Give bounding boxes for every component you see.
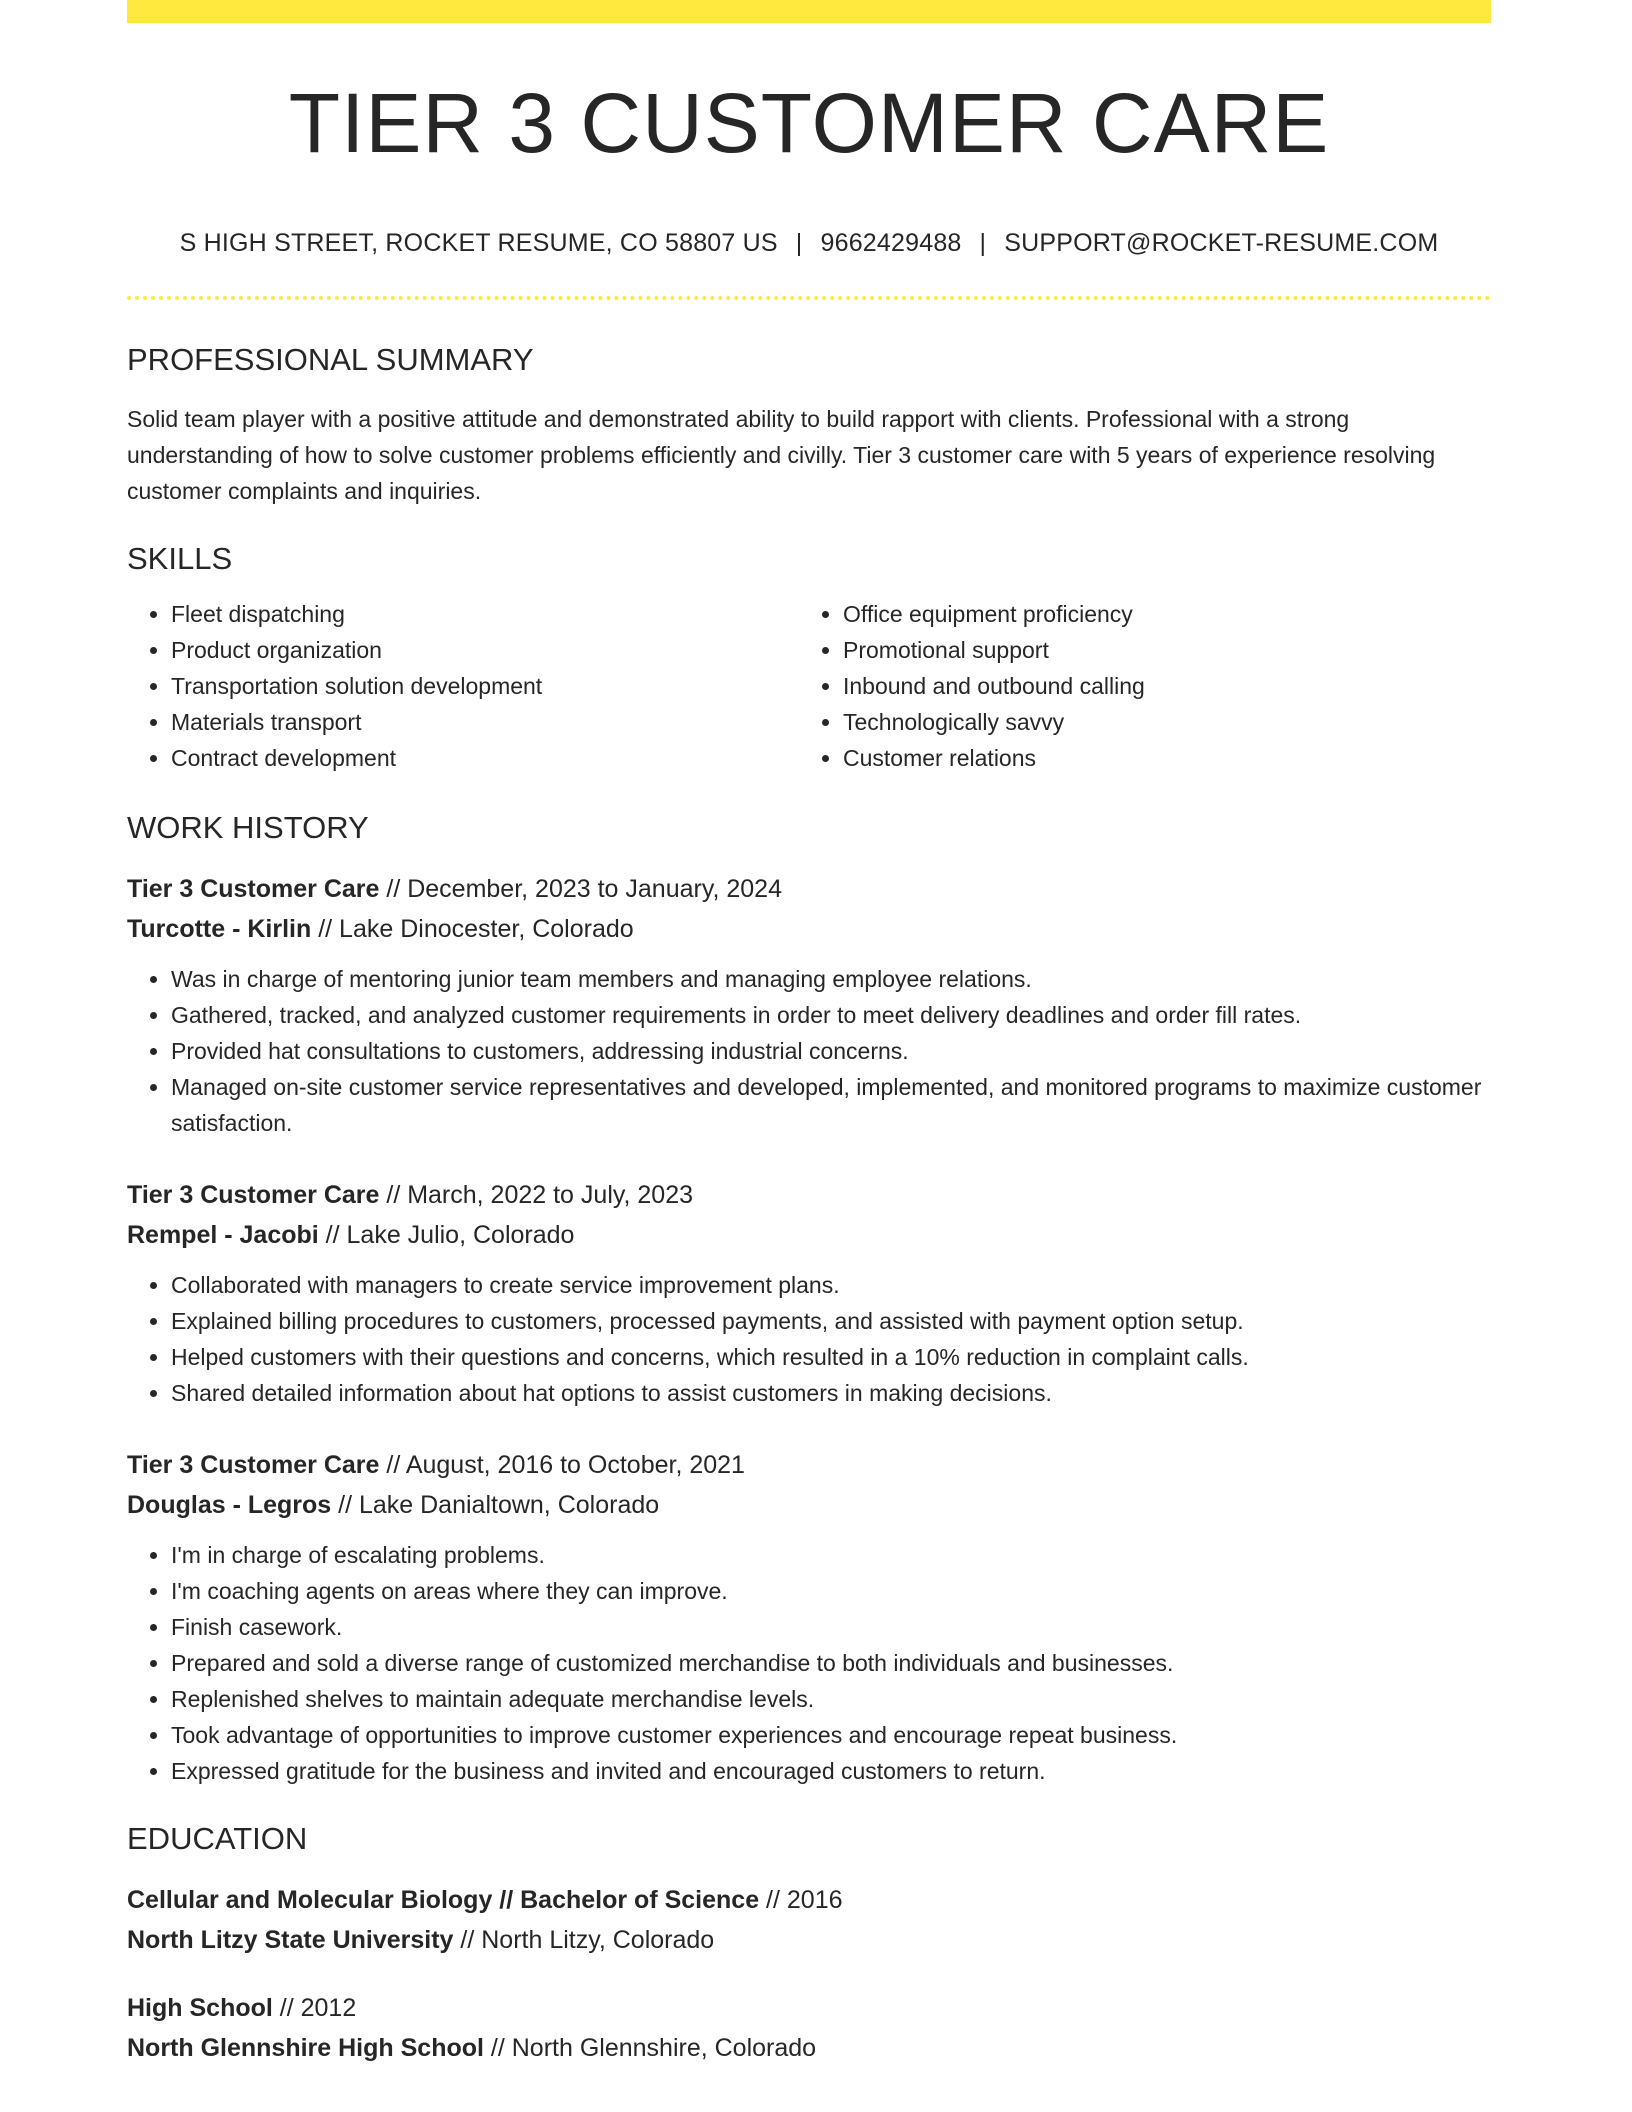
education-year: // 2016 (759, 1886, 843, 1914)
job-location: // Lake Julio, Colorado (318, 1221, 575, 1249)
job-bullet: • Expressed gratitude for the business and invited and encouraged customers to return. (171, 1753, 1491, 1789)
skills-column-right (799, 596, 1471, 776)
job-title: Tier 3 Customer Care (127, 875, 380, 903)
job-bullet: • I'm coaching agents on areas where they can improve. (171, 1573, 1491, 1609)
job-company: Turcotte - Kirlin (127, 915, 312, 943)
education-school: North Litzy State University (127, 1926, 454, 1954)
job-company-line (127, 1485, 1491, 1525)
skill-item: • Customer relations (843, 740, 1471, 776)
education-school: North Glennshire High School (127, 2034, 484, 2062)
job-bullets (127, 1267, 1491, 1411)
contact-line (127, 229, 1491, 258)
skills-heading: SKILLS (127, 541, 233, 576)
job-bullet: • Replenished shelves to maintain adequate merchandise levels. (171, 1681, 1491, 1717)
education-degree: Cellular and Molecular Biology // Bachelor of Science (127, 1886, 760, 1914)
job-bullet: • I'm in charge of escalating problems. (171, 1537, 1491, 1573)
job-entry (127, 1445, 1491, 1789)
job-title-line (127, 869, 1491, 909)
job-bullet: • Shared detailed information about hat options to assist customers in making decisions. (171, 1375, 1491, 1411)
skill-item: • Materials transport (171, 704, 799, 740)
job-dates: // August, 2016 to October, 2021 (379, 1451, 745, 1479)
skill-item: • Office equipment proficiency (843, 596, 1471, 632)
job-title: Tier 3 Customer Care (127, 1451, 380, 1479)
job-company: Douglas - Legros (127, 1491, 332, 1519)
job-title: Tier 3 Customer Care (127, 1181, 380, 1209)
skill-item: • Fleet dispatching (171, 596, 799, 632)
summary-heading: PROFESSIONAL SUMMARY (127, 342, 534, 377)
education-school-line (127, 1920, 1491, 1960)
job-entry (127, 1175, 1491, 1411)
education-year: // 2012 (272, 1994, 357, 2022)
skills-column-left (127, 596, 799, 776)
skill-item: • Technologically savvy (843, 704, 1471, 740)
job-bullet: • Provided hat consultations to customers, addressing industrial concerns. (171, 1033, 1491, 1069)
job-title-line (127, 1175, 1491, 1215)
job-bullet: • Helped customers with their questions and concerns, which resulted in a 10% reduction in complaint calls. (171, 1339, 1491, 1375)
skill-item: • Contract development (171, 740, 799, 776)
education-degree: High School (127, 1994, 273, 2022)
contact-address: S HIGH STREET, ROCKET RESUME, CO 58807 US (179, 229, 778, 257)
job-location: // Lake Danialtown, Colorado (331, 1491, 660, 1519)
job-company-line (127, 1215, 1491, 1255)
accent-top-bar (127, 0, 1491, 23)
job-bullet: • Managed on-site customer service representatives and developed, implemented, and monitored programs to maximize customer satisfaction. (171, 1069, 1491, 1141)
education-degree-line (127, 1988, 1491, 2028)
resume-page (127, 0, 1491, 2068)
skill-item: • Product organization (171, 632, 799, 668)
job-bullet: • Explained billing procedures to customers, processed payments, and assisted with payment option setup. (171, 1303, 1491, 1339)
contact-email: SUPPORT@ROCKET-RESUME.COM (1004, 229, 1439, 257)
education-heading: EDUCATION (127, 1821, 308, 1856)
job-company-line (127, 909, 1491, 949)
work-history-heading: WORK HISTORY (127, 810, 369, 845)
education-entry (127, 1880, 1491, 1960)
skill-item: • Promotional support (843, 632, 1471, 668)
education-location: // North Glennshire, Colorado (483, 2034, 817, 2062)
job-bullets (127, 1537, 1491, 1789)
dotted-divider (127, 296, 1491, 300)
job-entry (127, 869, 1491, 1141)
job-dates: // December, 2023 to January, 2024 (379, 875, 782, 903)
contact-phone: 9662429488 (820, 229, 962, 257)
job-bullets (127, 961, 1491, 1141)
job-bullet: • Collaborated with managers to create service improvement plans. (171, 1267, 1491, 1303)
job-dates: // March, 2022 to July, 2023 (379, 1181, 694, 1209)
summary-text: Solid team player with a positive attitude and demonstrated ability to build rapport with clients. Professional with a strong understanding of how to solve customer problems efficiently and civilly. Tier 3 customer care with 5 years of experience resolving customer complaints and inquiries. (127, 406, 1436, 504)
job-company: Rempel - Jacobi (127, 1221, 319, 1249)
skill-item: • Inbound and outbound calling (843, 668, 1471, 704)
job-title-line (127, 1445, 1491, 1485)
education-school-line (127, 2028, 1491, 2068)
education-location: // North Litzy, Colorado (453, 1926, 715, 1954)
job-location: // Lake Dinocester, Colorado (311, 915, 634, 943)
resume-title: TIER 3 CUSTOMER CARE (288, 76, 1330, 170)
education-degree-line (127, 1880, 1491, 1920)
job-bullet: • Was in charge of mentoring junior team members and managing employee relations. (171, 961, 1491, 997)
job-bullet: • Prepared and sold a diverse range of customized merchandise to both individuals and businesses. (171, 1645, 1491, 1681)
contact-separator: | (795, 229, 803, 257)
job-bullet: • Gathered, tracked, and analyzed customer requirements in order to meet delivery deadlines and order fill rates. (171, 997, 1491, 1033)
education-entry (127, 1988, 1491, 2068)
contact-separator: | (979, 229, 987, 257)
skill-item: • Transportation solution development (171, 668, 799, 704)
job-bullet: • Finish casework. (171, 1609, 1491, 1645)
job-bullet: • Took advantage of opportunities to improve customer experiences and encourage repeat business. (171, 1717, 1491, 1753)
skills-list (127, 596, 1491, 776)
